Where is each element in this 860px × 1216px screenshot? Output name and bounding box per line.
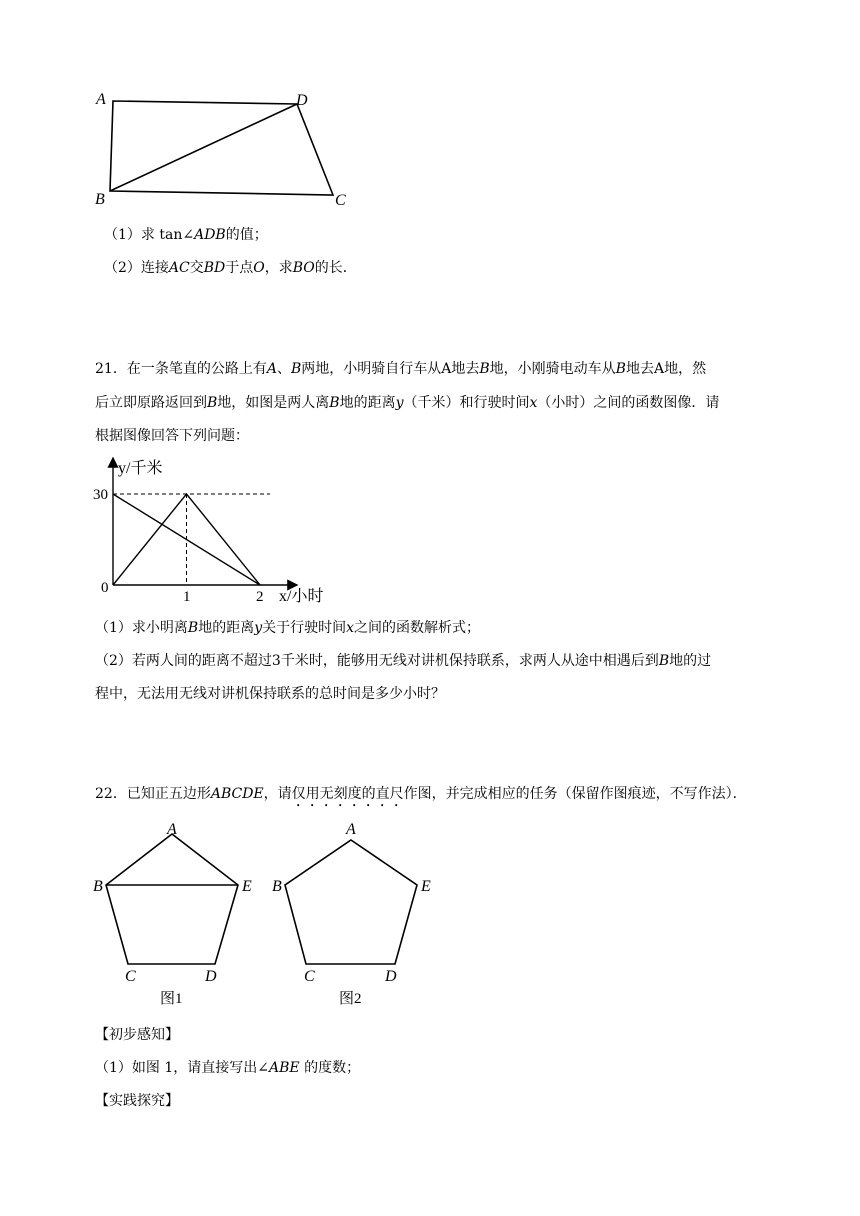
origin-label: 0 [101, 580, 109, 596]
fig2-pentagon [285, 840, 417, 964]
q21-line1: 21．在一条笔直的公路上有A、B两地，小明骑自行车从A地去B地，小刚骑电动车从B地去A地，然 [95, 361, 707, 377]
fig2-label-c: C [304, 968, 315, 985]
q21-part1: （1）求小明离B地的距离y关于行驶时间x之间的函数解析式； [95, 620, 481, 636]
fig2-label-b: B [272, 878, 282, 895]
vertex-label-d: D [296, 92, 308, 109]
fig1-label-c: C [125, 968, 136, 985]
y-tick-30: 30 [93, 487, 108, 503]
x-tick-2: 2 [256, 589, 264, 605]
q21-part2-line2: 程中，无法用无线对讲机保持联系的总时间是多少小时？ [95, 686, 445, 702]
fig2-label-d: D [385, 968, 397, 985]
q22-heading-initial-perception: 【初步感知】 [95, 1027, 179, 1043]
q20-part2: （2）连接AC交BD于点O，求BO的长． [104, 260, 357, 276]
fig1-pentagon [106, 834, 238, 964]
fig1-label-b: B [93, 878, 103, 895]
fig2-caption: 图2 [339, 991, 362, 1007]
q20-part1: （1）求 tan∠ADB的值； [104, 227, 268, 243]
vertex-label-a: A [96, 91, 106, 108]
fig1-label-a: A [167, 821, 177, 838]
fig1-label-d: D [205, 968, 217, 985]
q22-heading-practice: 【实践探究】 [95, 1093, 179, 1109]
q21-line2: 后立即原路返回到B地，如图是两人离B地的距离y（千米）和行驶时间x（小时）之间的函数图像．请 [95, 395, 720, 411]
q21-line3: 根据图像回答下列问题： [95, 428, 249, 444]
vertex-label-c: C [335, 192, 346, 209]
fig1-label-e: E [242, 878, 252, 895]
fig1-caption: 图1 [160, 991, 183, 1007]
q21-part2-line1: （2）若两人间的距离不超过3千米时，能够用无线对讲机保持联系，求两人从途中相遇后到B地的过 [95, 653, 712, 669]
fig2-label-e: E [421, 878, 431, 895]
vertex-label-b: B [95, 191, 105, 208]
y-axis-label: y/千米 [118, 460, 163, 477]
q22-part1: （1）如图 1，请直接写出∠ABE 的度数； [95, 1060, 361, 1076]
q22-line1: 22．已知正五边形ABCDE，请仅用无刻度的直尺作图，并完成相应的任务（保留作图痕迹，不写作法）． [95, 786, 747, 802]
x-axis-label: x/小时 [279, 588, 324, 605]
fig2-label-a: A [346, 821, 356, 838]
x-tick-1: 1 [183, 589, 191, 605]
